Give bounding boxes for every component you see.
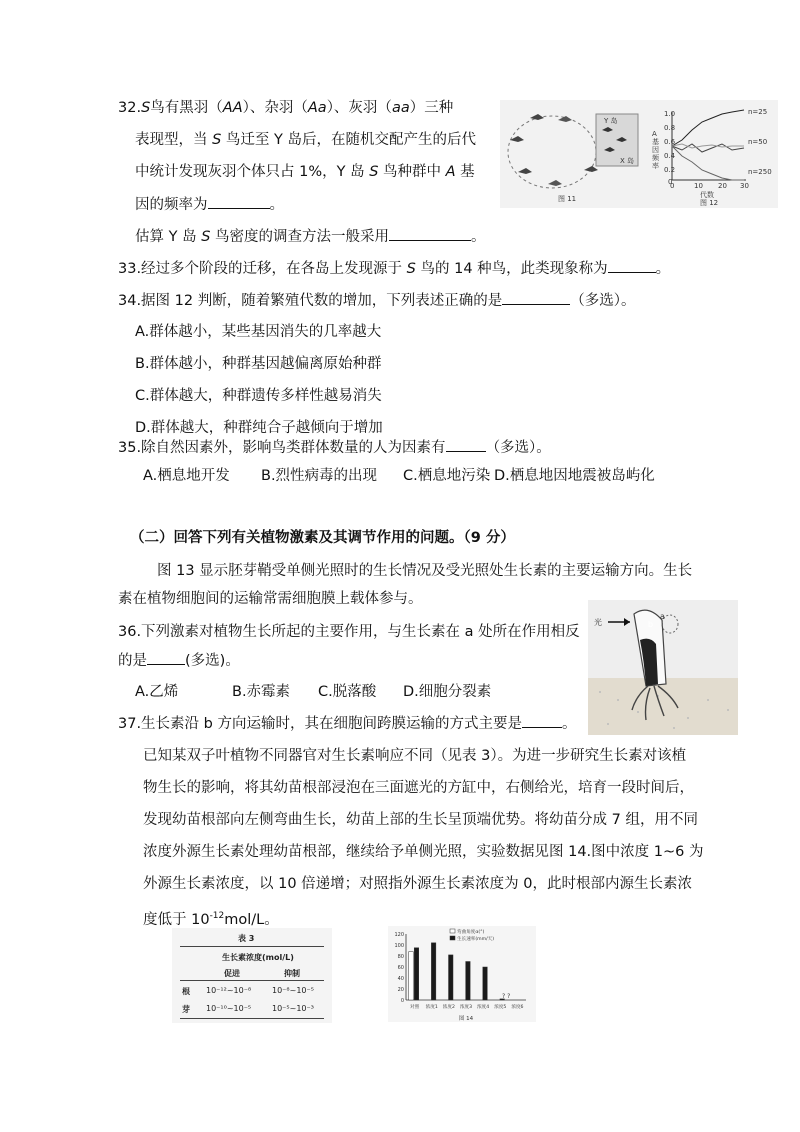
legend-entry: n=25 xyxy=(748,108,768,116)
y-axis-label: A基因频率 xyxy=(652,130,659,170)
q34-option-c: C.群体越大，种群遗传多样性越易消失 xyxy=(135,388,382,404)
q37-line1: 37.生长素沿 b 方向运输时，其在细胞间跨膜运输的方式主要是 。 xyxy=(118,713,576,734)
bar xyxy=(414,948,418,1000)
q33-line: 33.经过多个阶段的迁移，在各岛上发现源于 S 鸟的 14 种鸟，此类现象称为 。 xyxy=(118,258,670,279)
q36-option-b: B.赤霉素 xyxy=(232,684,291,700)
y-tick: 1.0 xyxy=(664,110,676,118)
q36-option-c: C.脱落酸 xyxy=(318,684,377,700)
q36-line2: 的是 (多选)。 xyxy=(118,650,240,671)
q32-line3: 中统计发现灰羽个体只占 1%，Y 岛 S 鸟种群中 A 基 xyxy=(135,164,475,180)
table-cell: 10⁻¹⁰~10⁻⁵ xyxy=(206,1004,252,1013)
figure-13 xyxy=(588,600,738,735)
figure-12 xyxy=(650,100,778,208)
y-tick-label: 100 xyxy=(394,943,404,949)
figure-14 xyxy=(388,926,536,1022)
q34-option-d: D.群体越大，种群纯合子越倾向于增加 xyxy=(135,420,383,436)
section-2-title: （二）回答下列有关植物激素及其调节作用的问题。（9 分） xyxy=(130,530,515,546)
answer-blank[interactable] xyxy=(522,713,562,728)
q37-paragraph: 发现幼苗根部向左侧弯曲生长，幼苗上部的生长呈顶端优势。将幼苗分成 7 组，用不同 xyxy=(143,812,698,828)
section-2-intro: 素在植物细胞间的运输常需细胞膜上载体参与。 xyxy=(118,591,423,607)
x-tick: 20 xyxy=(718,182,727,190)
answer-blank[interactable] xyxy=(147,650,185,665)
q36-option-a: A.乙烯 xyxy=(135,684,179,700)
bar-chart xyxy=(388,926,536,1022)
island-label: Y 岛 xyxy=(604,117,618,125)
bar xyxy=(483,967,487,1000)
y-tick-label: 60 xyxy=(397,965,404,971)
table-cell: 10⁻⁵~10⁻³ xyxy=(272,1004,314,1013)
table-cell: 10⁻¹²~10⁻⁸ xyxy=(206,986,252,995)
q32-line4: 因的频率为 。 xyxy=(135,194,284,215)
y-tick: 0 xyxy=(668,178,673,186)
legend-entry: n=50 xyxy=(748,138,768,146)
table-3 xyxy=(172,928,332,1023)
y-tick: 0.4 xyxy=(664,152,676,160)
y-tick-label: 80 xyxy=(397,954,404,960)
x-axis-label: 代数 xyxy=(700,191,714,199)
q37-paragraph: 外源生长素浓度，以 10 倍递增；对照指外源生长素浓度为 0，此时根部内源生长素浓 xyxy=(143,876,693,892)
legend-entry: n=250 xyxy=(748,168,772,176)
answer-blank[interactable] xyxy=(502,290,570,305)
table-cell: 10⁻⁸~10⁻⁵ xyxy=(272,986,314,995)
x-tick-label: 浓度3 xyxy=(459,1005,473,1010)
q35-option-b: B.烈性病毒的出现 xyxy=(261,468,378,484)
bar xyxy=(466,962,470,1001)
bar xyxy=(409,952,413,1000)
y-tick: 0.2 xyxy=(664,166,676,174)
q35-option-a: A.栖息地开发 xyxy=(143,468,230,484)
q35-option-d: D.栖息地因地震被岛屿化 xyxy=(494,468,655,484)
table-col-header: 抑制 xyxy=(284,969,300,978)
q36-option-d: D.细胞分裂素 xyxy=(403,684,492,700)
y-tick-label: 20 xyxy=(397,987,404,993)
q35-option-c: C.栖息地污染 xyxy=(403,468,491,484)
bird-migration-illustration xyxy=(500,100,650,208)
q32-line1: 32.S鸟有黑羽（AA）、杂羽（Aa）、灰羽（aa）三种 xyxy=(118,100,454,116)
q36-line1: 36.下列激素对植物生长所起的主要作用，与生长素在 a 处所在作用相反 xyxy=(118,624,580,640)
section-2-intro: 图 13 显示胚芽鞘受单侧光照时的生长情况及受光照处生长素的主要运输方向。生长 xyxy=(157,563,693,579)
island-label: X 岛 xyxy=(620,157,635,165)
legend-entry: 生长速率(mm/天) xyxy=(457,937,495,942)
answer-blank[interactable] xyxy=(208,194,270,209)
table-cell: 根 xyxy=(182,987,190,996)
q35-stem: 35.除自然因素外，影响鸟类群体数量的人为因素有 （多选）。 xyxy=(118,437,551,458)
q37-paragraph: 度低于 $10^{-12}mol/L$。 xyxy=(143,911,279,928)
x-tick-label: 浓度5 xyxy=(494,1005,507,1010)
q32-line5: 估算 Y 岛 S 鸟密度的调查方法一般采用 。 xyxy=(135,226,486,247)
y-tick-label: 0 xyxy=(400,998,404,1004)
light-label: 光 xyxy=(594,618,602,627)
x-tick-label: 浓度4 xyxy=(477,1005,490,1010)
figure-14-caption: 图 14 xyxy=(458,1016,474,1022)
bar xyxy=(449,955,453,1000)
legend-swatch xyxy=(450,936,455,940)
x-tick: 30 xyxy=(740,182,749,190)
bar xyxy=(431,943,435,1000)
q37-paragraph: 浓度外源生长素处理幼苗根部，继续给予单侧光照，实验数据见图 14.图中浓度 1~6 为 xyxy=(143,844,704,860)
figure-11 xyxy=(500,100,650,208)
table-header: 生长素浓度(mol/L) xyxy=(222,953,294,962)
x-tick: 0 xyxy=(670,182,675,190)
x-tick-label: 浓度1 xyxy=(425,1005,438,1010)
q34-option-b: B.群体越小，种群基因越偏离原始种群 xyxy=(135,356,382,372)
q34-stem: 34.据图 12 判断，随着繁殖代数的增加，下列表述正确的是 （多选）。 xyxy=(118,290,635,311)
q37-paragraph: 已知某双子叶植物不同器官对生长素响应不同（见表 3）。为进一步研究生长素对该植 xyxy=(143,748,687,764)
table-col-header: 促进 xyxy=(224,969,240,978)
answer-blank[interactable] xyxy=(608,258,656,273)
figure-12-caption: 图 12 xyxy=(700,199,719,207)
question-marks: ? ? xyxy=(502,993,511,1000)
x-tick-label: 浓度2 xyxy=(442,1005,455,1010)
y-tick: 0.8 xyxy=(664,124,676,132)
figure-11-caption: 图 11 xyxy=(558,195,577,203)
table-title: 表 3 xyxy=(238,934,255,943)
table-cell: 芽 xyxy=(182,1005,190,1014)
q32-line2: 表现型，当 S 鸟迁至 Y 岛后，在随机交配产生的后代 xyxy=(135,132,477,148)
x-tick-label: 对照 xyxy=(409,1005,420,1010)
y-tick-label: 40 xyxy=(397,976,404,982)
y-tick: 0.6 xyxy=(664,138,676,146)
answer-blank[interactable] xyxy=(446,437,486,452)
point-a-label: a xyxy=(660,612,665,621)
point-b-label: b xyxy=(648,620,654,629)
legend-swatch xyxy=(450,929,455,933)
q37-paragraph: 物生长的影响，将其幼苗根部浸泡在三面遮光的方缸中，右侧给光，培育一段时间后， xyxy=(143,780,694,796)
q34-option-a: A.群体越小，某些基因消失的几率越大 xyxy=(135,324,382,340)
y-tick-label: 120 xyxy=(394,932,404,938)
x-tick: 10 xyxy=(694,182,703,190)
answer-blank[interactable] xyxy=(389,226,471,241)
x-tick-label: 浓度6 xyxy=(511,1005,524,1010)
legend-entry: 弯曲角度α(°) xyxy=(457,930,485,935)
